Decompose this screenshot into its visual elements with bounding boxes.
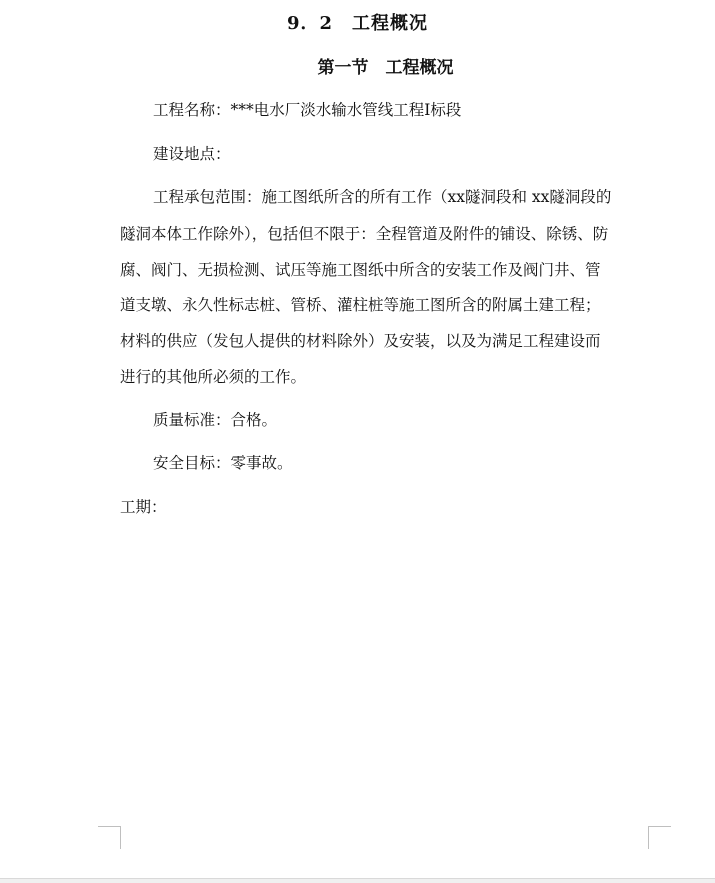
page-gap xyxy=(0,878,715,883)
duration-line: 工期： xyxy=(120,498,167,516)
scope-line-6: 进行的其他所必须的工作。 xyxy=(120,368,307,386)
margin-corner-bottom-right xyxy=(648,826,671,849)
quality-line: 质量标准：合格。 xyxy=(153,411,278,429)
safety-line: 安全目标：零事故。 xyxy=(153,454,293,472)
project-name-line: 工程名称：***电水厂淡水输水管线工程Ⅰ标段 xyxy=(153,101,462,119)
scope-line-1: 工程承包范围：施工图纸所含的所有工作（xx隧洞段和 xx隧洞段的 xyxy=(153,188,612,206)
scope-line-4: 道支墩、永久性标志桩、管桥、灌柱桩等施工图所含的附属土建工程； xyxy=(120,296,601,314)
section-title: 第一节 工程概况 xyxy=(317,58,454,78)
scope-line-2: 隧洞本体工作除外），包括但不限于：全程管道及附件的铺设、除锈、防 xyxy=(120,225,609,243)
scope-line-3: 腐、阀门、无损检测、试压等施工图纸中所含的安装工作及阀门井、管 xyxy=(120,261,601,279)
margin-corner-bottom-left xyxy=(98,826,121,849)
scope-line-5: 材料的供应（发包人提供的材料除外）及安装，以及为满足工程建设而 xyxy=(120,332,601,350)
location-line: 建设地点： xyxy=(153,145,231,163)
chapter-title: 9．2 工程概况 xyxy=(286,13,429,34)
